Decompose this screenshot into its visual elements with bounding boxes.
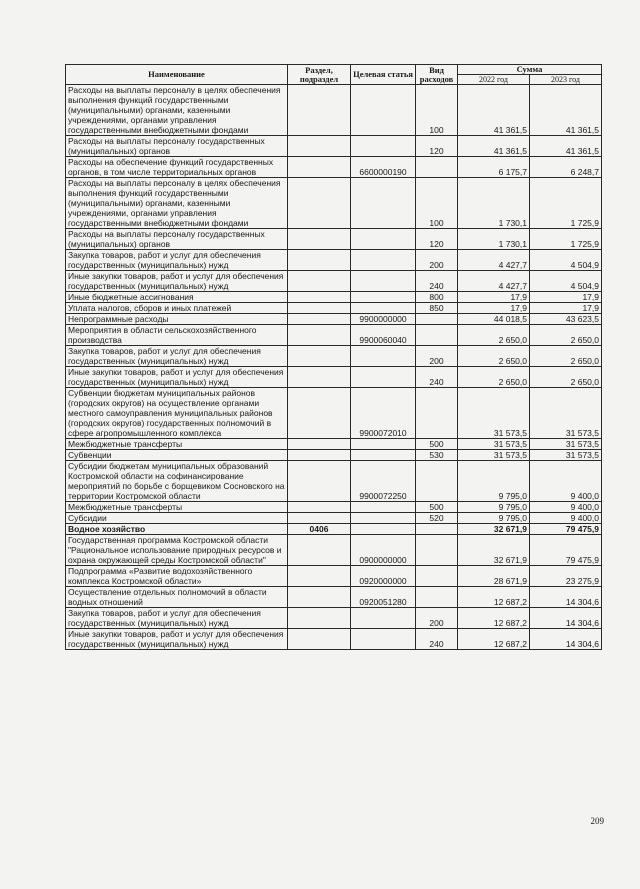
table-row: [66, 450, 602, 461]
row-sum-2022: 41 361,5: [458, 136, 530, 157]
row-type: [416, 157, 458, 178]
row-name: Осуществление отдельных полномочий в области водных отношений: [66, 587, 288, 608]
row-target: [351, 513, 416, 524]
row-sum-2022: 41 361,5: [458, 85, 530, 136]
row-sum-2023: 9 400,0: [530, 502, 602, 513]
row-sum-2022: 9 795,0: [458, 513, 530, 524]
row-type: 120: [416, 136, 458, 157]
row-type: [416, 388, 458, 439]
row-sum-2023: 4 504,9: [530, 271, 602, 292]
table-row: [66, 461, 602, 502]
row-name: Закупка товаров, работ и услуг для обеспечения государственных (муниципальных) нужд: [66, 608, 288, 629]
row-section: [288, 629, 351, 650]
row-sum-2023: 79 475,9: [530, 535, 602, 566]
row-type: 850: [416, 303, 458, 314]
row-type: [416, 325, 458, 346]
header-year2: 2023 год: [530, 75, 602, 85]
row-sum-2023: 2 650,0: [530, 346, 602, 367]
row-target: [351, 608, 416, 629]
row-section: [288, 157, 351, 178]
row-type: 240: [416, 629, 458, 650]
row-type: 800: [416, 292, 458, 303]
row-section: [288, 303, 351, 314]
row-sum-2023: 14 304,6: [530, 587, 602, 608]
row-section: [288, 85, 351, 136]
row-section: [288, 502, 351, 513]
row-section: [288, 608, 351, 629]
row-target: 0920000000: [351, 566, 416, 587]
row-target: [351, 502, 416, 513]
row-sum-2023: 1 725,9: [530, 229, 602, 250]
row-sum-2023: 6 248,7: [530, 157, 602, 178]
row-sum-2022: 2 650,0: [458, 367, 530, 388]
row-sum-2023: 17,9: [530, 292, 602, 303]
row-name: Водное хозяйство: [66, 524, 288, 535]
row-name: Закупка товаров, работ и услуг для обеспечения государственных (муниципальных) нужд: [66, 250, 288, 271]
row-sum-2022: 9 795,0: [458, 461, 530, 502]
row-name: Субвенции бюджетам муниципальных районов (городских округов) на осуществление органами местного самоуправления муниципальных районов (городских округов) государственных полномочий в сфере агропромышленного комплекса: [66, 388, 288, 439]
row-target: [351, 271, 416, 292]
row-sum-2022: 31 573,5: [458, 439, 530, 450]
table-row: [66, 502, 602, 513]
row-type: [416, 566, 458, 587]
row-type: 530: [416, 450, 458, 461]
row-sum-2023: 2 650,0: [530, 367, 602, 388]
row-type: [416, 587, 458, 608]
row-section: [288, 587, 351, 608]
row-section: [288, 439, 351, 450]
row-sum-2023: 9 400,0: [530, 513, 602, 524]
header-name: Наименование: [66, 65, 288, 85]
row-sum-2022: 2 650,0: [458, 325, 530, 346]
row-type: [416, 524, 458, 535]
row-name: Межбюджетные трансферты: [66, 439, 288, 450]
row-target: [351, 85, 416, 136]
row-section: [288, 136, 351, 157]
row-name: Государственная программа Костромской области "Рациональное использование природных ресурсов и охрана окружающей среды Костромской области": [66, 535, 288, 566]
row-sum-2022: 32 671,9: [458, 524, 530, 535]
row-target: [351, 629, 416, 650]
row-name: Непрограммные расходы: [66, 314, 288, 325]
row-type: [416, 461, 458, 502]
row-name: Расходы на выплаты персоналу в целях обеспечения выполнения функций государственными (муниципальными) органами, казенными учреждениями, органами управления государственными внебюджетными фондами: [66, 85, 288, 136]
row-sum-2022: 1 730,1: [458, 229, 530, 250]
table-row: [66, 292, 602, 303]
table-row: [66, 136, 602, 157]
row-section: [288, 271, 351, 292]
row-section: [288, 229, 351, 250]
row-section: [288, 461, 351, 502]
row-sum-2023: 17,9: [530, 303, 602, 314]
row-target: [351, 229, 416, 250]
row-type: 100: [416, 178, 458, 229]
row-sum-2022: 31 573,5: [458, 450, 530, 461]
header-sum: Сумма: [458, 65, 602, 75]
table-row: [66, 250, 602, 271]
row-sum-2023: 9 400,0: [530, 461, 602, 502]
row-sum-2023: 41 361,5: [530, 136, 602, 157]
row-target: 9900072010: [351, 388, 416, 439]
table-row: [66, 314, 602, 325]
row-target: 0900000000: [351, 535, 416, 566]
row-type: 200: [416, 346, 458, 367]
row-name: Мероприятия в области сельскохозяйственного производства: [66, 325, 288, 346]
row-type: 100: [416, 85, 458, 136]
table-row: [66, 367, 602, 388]
header-target: Целевая статья: [351, 65, 416, 85]
row-name: Расходы на выплаты персоналу государственных (муниципальных) органов: [66, 136, 288, 157]
row-sum-2022: 9 795,0: [458, 502, 530, 513]
row-name: Иные бюджетные ассигнования: [66, 292, 288, 303]
row-name: Расходы на выплаты персоналу в целях обеспечения выполнения функций государственными (муниципальными) органами, казенными учреждениями, органами управления государственными внебюджетными фондами: [66, 178, 288, 229]
row-section: [288, 388, 351, 439]
row-target: [351, 439, 416, 450]
table-row: [66, 566, 602, 587]
row-section: 0406: [288, 524, 351, 535]
table-row: [66, 229, 602, 250]
row-section: [288, 535, 351, 566]
row-sum-2023: 1 725,9: [530, 178, 602, 229]
row-sum-2023: 43 623,5: [530, 314, 602, 325]
row-sum-2023: 31 573,5: [530, 450, 602, 461]
row-sum-2022: 2 650,0: [458, 346, 530, 367]
row-type: 200: [416, 608, 458, 629]
row-section: [288, 325, 351, 346]
row-type: 240: [416, 271, 458, 292]
row-sum-2022: 6 175,7: [458, 157, 530, 178]
table-row: [66, 388, 602, 439]
row-name: Уплата налогов, сборов и иных платежей: [66, 303, 288, 314]
row-sum-2022: 4 427,7: [458, 271, 530, 292]
row-section: [288, 513, 351, 524]
row-type: 200: [416, 250, 458, 271]
table-row: [66, 85, 602, 136]
budget-table: [65, 64, 602, 650]
row-name: Закупка товаров, работ и услуг для обеспечения государственных (муниципальных) нужд: [66, 346, 288, 367]
page-number: 209: [590, 816, 604, 826]
row-section: [288, 566, 351, 587]
row-sum-2022: 44 018,5: [458, 314, 530, 325]
row-section: [288, 367, 351, 388]
table-row: [66, 587, 602, 608]
row-name: Подпрограмма «Развитие водохозяйственного комплекса Костромской области»: [66, 566, 288, 587]
row-sum-2023: 2 650,0: [530, 325, 602, 346]
table-row: [66, 303, 602, 314]
row-target: [351, 136, 416, 157]
table-row: [66, 346, 602, 367]
row-target: [351, 450, 416, 461]
row-sum-2023: 4 504,9: [530, 250, 602, 271]
row-sum-2023: 23 275,9: [530, 566, 602, 587]
row-section: [288, 346, 351, 367]
row-section: [288, 450, 351, 461]
row-sum-2022: 12 687,2: [458, 587, 530, 608]
row-name: Иные закупки товаров, работ и услуг для обеспечения государственных (муниципальных) нужд: [66, 629, 288, 650]
row-sum-2023: 31 573,5: [530, 439, 602, 450]
row-target: 9900000000: [351, 314, 416, 325]
row-sum-2022: 31 573,5: [458, 388, 530, 439]
table-body: [66, 85, 602, 650]
header-year1: 2022 год: [458, 75, 530, 85]
row-target: 0920051280: [351, 587, 416, 608]
row-sum-2023: 31 573,5: [530, 388, 602, 439]
row-sum-2022: 17,9: [458, 292, 530, 303]
table-row: [66, 629, 602, 650]
row-section: [288, 314, 351, 325]
table-row: [66, 608, 602, 629]
row-sum-2023: 14 304,6: [530, 629, 602, 650]
table-row: [66, 178, 602, 229]
row-type: 520: [416, 513, 458, 524]
row-section: [288, 178, 351, 229]
row-name: Иные закупки товаров, работ и услуг для обеспечения государственных (муниципальных) нужд: [66, 367, 288, 388]
row-name: Иные закупки товаров, работ и услуг для обеспечения государственных (муниципальных) нужд: [66, 271, 288, 292]
row-sum-2022: 4 427,7: [458, 250, 530, 271]
row-name: Межбюджетные трансферты: [66, 502, 288, 513]
table-row: [66, 535, 602, 566]
row-type: 240: [416, 367, 458, 388]
table-row: [66, 271, 602, 292]
table-row: [66, 439, 602, 450]
table-row: [66, 157, 602, 178]
row-target: 6600000190: [351, 157, 416, 178]
table-header: [66, 65, 602, 85]
table-row: [66, 513, 602, 524]
row-sum-2023: 41 361,5: [530, 85, 602, 136]
row-target: [351, 367, 416, 388]
row-name: Расходы на выплаты персоналу государственных (муниципальных) органов: [66, 229, 288, 250]
header-section: Раздел, подраздел: [288, 65, 351, 85]
row-target: 9900072250: [351, 461, 416, 502]
row-target: [351, 292, 416, 303]
row-target: [351, 524, 416, 535]
row-sum-2022: 32 671,9: [458, 535, 530, 566]
header-type: Вид расходов: [416, 65, 458, 85]
row-section: [288, 292, 351, 303]
table-row: [66, 524, 602, 535]
row-sum-2022: 12 687,2: [458, 629, 530, 650]
row-target: [351, 250, 416, 271]
row-section: [288, 250, 351, 271]
row-name: Субсидии бюджетам муниципальных образований Костромской области на софинансирование мероприятий по борьбе с борщевиком Сосновского на территории Костромской области: [66, 461, 288, 502]
row-sum-2022: 1 730,1: [458, 178, 530, 229]
row-target: [351, 346, 416, 367]
row-name: Субвенции: [66, 450, 288, 461]
row-type: 120: [416, 229, 458, 250]
row-sum-2022: 28 671,9: [458, 566, 530, 587]
row-target: 9900060040: [351, 325, 416, 346]
row-target: [351, 303, 416, 314]
row-sum-2022: 17,9: [458, 303, 530, 314]
row-type: 500: [416, 439, 458, 450]
row-name: Расходы на обеспечение функций государственных органов, в том числе территориальных органов: [66, 157, 288, 178]
row-target: [351, 178, 416, 229]
row-name: Субсидии: [66, 513, 288, 524]
row-sum-2023: 79 475,9: [530, 524, 602, 535]
table-row: [66, 325, 602, 346]
row-type: 500: [416, 502, 458, 513]
row-type: [416, 314, 458, 325]
row-type: [416, 535, 458, 566]
row-sum-2023: 14 304,6: [530, 608, 602, 629]
row-sum-2022: 12 687,2: [458, 608, 530, 629]
